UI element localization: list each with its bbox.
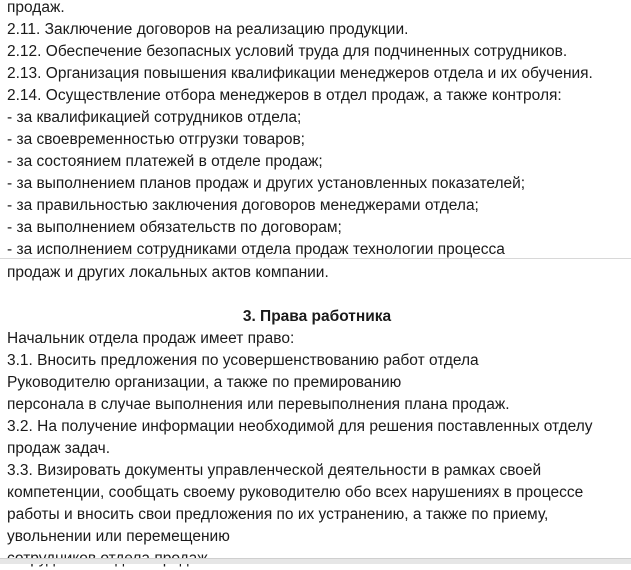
- section-divider: [0, 258, 631, 259]
- text-line: - за своевременностью отгрузки товаров;: [7, 131, 305, 148]
- blank-spacer: [7, 284, 627, 306]
- text-line: продаж задач.: [7, 440, 111, 457]
- text-line: 2.11. Заключение договоров на реализацию продукции.: [7, 21, 409, 38]
- text-line: - за квалификацией сотрудников отдела;: [7, 109, 302, 126]
- text-line: увольнении или перемещению: [7, 528, 230, 545]
- bottom-edge: [0, 558, 631, 564]
- text-line: 3.2. На получение информации необходимой для решения поставленных отделу: [7, 418, 593, 435]
- text-line: 2.13. Организация повышения квалификации менеджеров отдела и их обучения.: [7, 65, 593, 82]
- text-line: Руководителю организации, а также по премированию: [7, 374, 402, 391]
- duties-list-continued: [7, 0, 627, 261]
- text-line: работы и вносить свои предложения по их устранению, а также по приему,: [7, 506, 549, 523]
- text-line: компетенции, сообщать своему руководителю обо всех нарушениях в процессе: [7, 484, 584, 501]
- text-line: - за состоянием платежей в отделе продаж;: [7, 153, 323, 170]
- rights-section: [7, 262, 627, 570]
- text-line: продаж.: [7, 0, 65, 16]
- text-line: - за исполнением сотрудниками отдела продаж технологии процесса: [7, 241, 505, 258]
- text-line: - за правильностью заключения договоров менеджерами отдела;: [7, 197, 479, 214]
- text-line: - за выполнением планов продаж и других установленных показателей;: [7, 175, 526, 192]
- section-heading: 3. Права работника: [242, 308, 392, 325]
- text-line: 3.3. Визировать документы управленческой деятельности в рамках своей: [7, 462, 542, 479]
- text-line: - за выполнением обязательств по договорам;: [7, 219, 342, 236]
- text-line: 2.14. Осуществление отбора менеджеров в отдел продаж, а также контроля:: [7, 87, 562, 104]
- text-line: 2.12. Обеспечение безопасных условий труда для подчиненных сотрудников.: [7, 43, 568, 60]
- continuation-line: продаж и других локальных актов компании.: [7, 264, 329, 281]
- text-line: Начальник отдела продаж имеет право:: [7, 330, 295, 347]
- text-line: персонала в случае выполнения или перевыполнения плана продаж.: [7, 396, 510, 413]
- text-line: 3.1. Вносить предложения по усовершенствованию работ отдела: [7, 352, 479, 369]
